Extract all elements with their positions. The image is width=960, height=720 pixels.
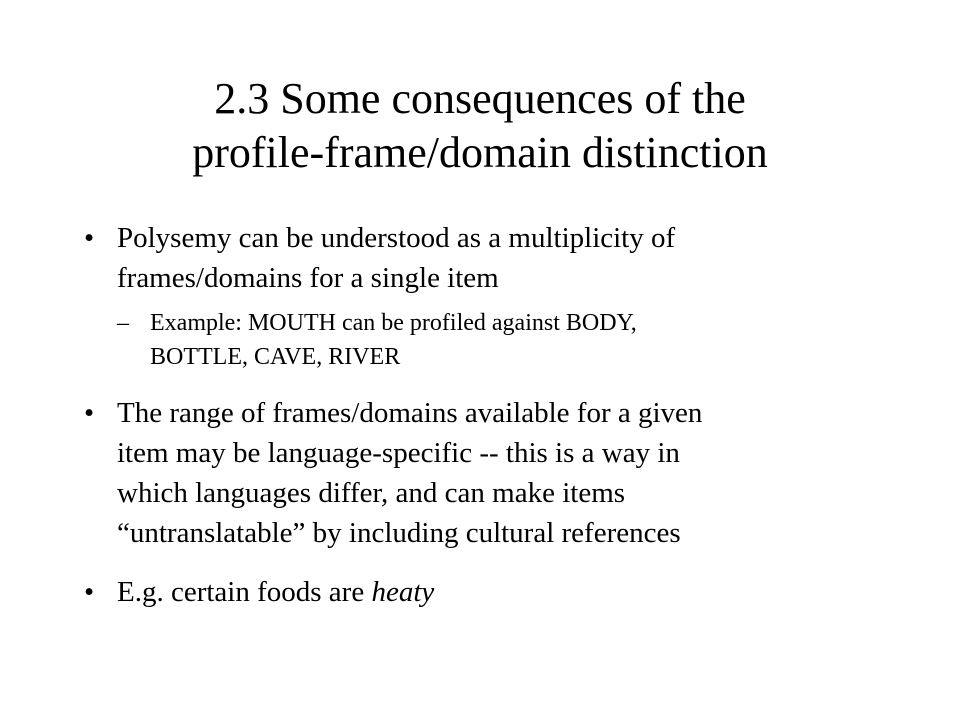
- title-line: profile-frame/domain distinction: [192, 128, 768, 177]
- sub-bullet-item: [117, 306, 878, 374]
- sub-bullet-list: [117, 306, 878, 374]
- bullet-item: [78, 393, 878, 553]
- bullet-text-line: frames/domains for a single item: [117, 262, 499, 294]
- bullet-text-line: Polysemy can be understood as a multiplicity of: [117, 222, 676, 254]
- title-line: 2.3 Some consequences of the: [214, 74, 746, 123]
- bullet-text-line: item may be language-specific -- this is a way in: [117, 437, 680, 469]
- bullet-list: [78, 218, 878, 612]
- bullet-marker: •: [84, 576, 95, 608]
- bullet-text-prefix: E.g. certain foods are: [117, 576, 372, 608]
- bullet-marker: •: [84, 397, 95, 429]
- bullet-item: [78, 218, 878, 374]
- slide-title: [0, 72, 960, 180]
- bullet-text-line: “untranslatable” by including cultural references: [117, 517, 681, 549]
- bullet-marker: •: [84, 222, 95, 254]
- bullet-text-line: [117, 572, 878, 612]
- bullet-text-line: The range of frames/domains available for a given: [117, 397, 703, 429]
- bullet-item: [78, 572, 878, 612]
- sub-bullet-text-line: Example: MOUTH can be profiled against BODY,: [150, 310, 637, 336]
- emphasized-term: heaty: [371, 576, 435, 608]
- sub-bullet-text-line: BOTTLE, CAVE, RIVER: [150, 344, 401, 370]
- sub-bullet-marker: –: [117, 310, 129, 336]
- bullet-text-line: which languages differ, and can make items: [117, 477, 626, 509]
